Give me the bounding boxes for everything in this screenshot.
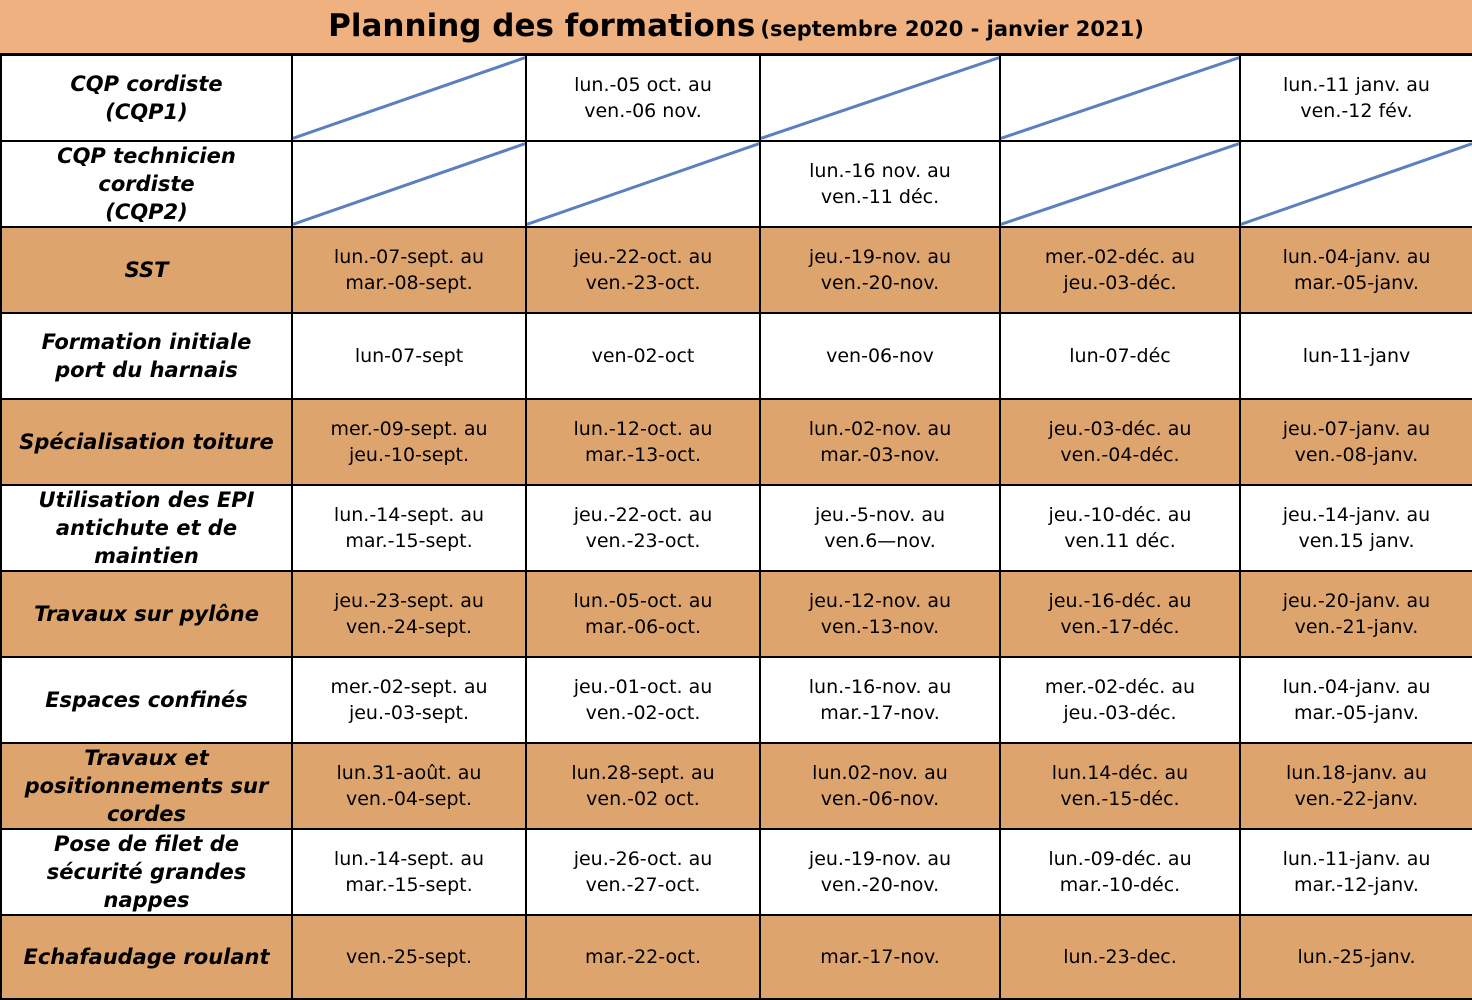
date-cell: jeu.-01-oct. au ven.-02-oct. xyxy=(526,657,760,743)
row-label: Travaux sur pylône xyxy=(1,571,292,657)
date-cell: mar.-17-nov. xyxy=(760,915,1000,999)
date-cell: lun.18-janv. au ven.-22-janv. xyxy=(1240,743,1472,829)
date-cell: lun-11-janv xyxy=(1240,313,1472,399)
empty-cell xyxy=(760,55,1000,141)
diagonal-line xyxy=(293,58,525,139)
date-cell: jeu.-23-sept. au ven.-24-sept. xyxy=(292,571,526,657)
date-cell: lun.02-nov. au ven.-06-nov. xyxy=(760,743,1000,829)
diagonal-line xyxy=(293,144,525,225)
row-label: CQP technicien cordiste (CQP2) xyxy=(1,141,292,227)
empty-cell xyxy=(292,141,526,227)
date-cell: lun.-25-janv. xyxy=(1240,915,1472,999)
date-cell: lun.14-déc. au ven.-15-déc. xyxy=(1000,743,1240,829)
date-cell: mar.-22-oct. xyxy=(526,915,760,999)
date-cell: lun.-09-déc. au mar.-10-déc. xyxy=(1000,829,1240,915)
diagonal-line xyxy=(1001,144,1239,225)
diagonal-strike-icon xyxy=(761,56,999,140)
date-cell: lun.31-août. au ven.-04-sept. xyxy=(292,743,526,829)
planning-table-body xyxy=(1,55,1472,999)
row-label: Travaux et positionnements sur cordes xyxy=(1,743,292,829)
date-cell: jeu.-03-déc. au ven.-04-déc. xyxy=(1000,399,1240,485)
date-cell: lun.-11 janv. au ven.-12 fév. xyxy=(1240,55,1472,141)
row-label: Echafaudage roulant xyxy=(1,915,292,999)
empty-cell xyxy=(292,55,526,141)
date-cell: jeu.-14-janv. au ven.15 janv. xyxy=(1240,485,1472,571)
date-cell: lun.-16 nov. au ven.-11 déc. xyxy=(760,141,1000,227)
row-label: Utilisation des EPI antichute et de maintien xyxy=(1,485,292,571)
empty-cell xyxy=(1000,141,1240,227)
date-cell: jeu.-26-oct. au ven.-27-oct. xyxy=(526,829,760,915)
date-cell: jeu.-16-déc. au ven.-17-déc. xyxy=(1000,571,1240,657)
table-row xyxy=(1,227,1472,313)
diagonal-strike-icon xyxy=(293,56,525,140)
table-row xyxy=(1,657,1472,743)
row-label: Formation initiale port du harnais xyxy=(1,313,292,399)
table-row xyxy=(1,485,1472,571)
date-cell: mer.-09-sept. au jeu.-10-sept. xyxy=(292,399,526,485)
date-cell: lun.-04-janv. au mar.-05-janv. xyxy=(1240,227,1472,313)
date-cell: lun.-11-janv. au mar.-12-janv. xyxy=(1240,829,1472,915)
table-row xyxy=(1,55,1472,141)
table-row xyxy=(1,915,1472,999)
date-cell: mer.-02-déc. au jeu.-03-déc. xyxy=(1000,657,1240,743)
empty-cell xyxy=(1240,141,1472,227)
date-cell: lun.-12-oct. au mar.-13-oct. xyxy=(526,399,760,485)
table-row xyxy=(1,571,1472,657)
diagonal-strike-icon xyxy=(527,142,759,226)
row-label: SST xyxy=(1,227,292,313)
row-label: Spécialisation toiture xyxy=(1,399,292,485)
planning-table xyxy=(0,54,1472,1000)
row-label: Pose de filet de sécurité grandes nappes xyxy=(1,829,292,915)
table-row xyxy=(1,743,1472,829)
empty-cell xyxy=(526,141,760,227)
date-cell: lun.-23-dec. xyxy=(1000,915,1240,999)
date-cell: ven-02-oct xyxy=(526,313,760,399)
date-cell: jeu.-5-nov. au ven.6—nov. xyxy=(760,485,1000,571)
date-cell: lun.-05 oct. au ven.-06 nov. xyxy=(526,55,760,141)
date-cell: lun-07-sept xyxy=(292,313,526,399)
table-row xyxy=(1,399,1472,485)
date-cell: mer.-02-déc. au jeu.-03-déc. xyxy=(1000,227,1240,313)
diagonal-line xyxy=(527,144,759,225)
date-cell: jeu.-22-oct. au ven.-23-oct. xyxy=(526,485,760,571)
date-cell: lun.-14-sept. au mar.-15-sept. xyxy=(292,485,526,571)
date-cell: lun.-05-oct. au mar.-06-oct. xyxy=(526,571,760,657)
date-cell: lun.-02-nov. au mar.-03-nov. xyxy=(760,399,1000,485)
date-cell: jeu.-19-nov. au ven.-20-nov. xyxy=(760,227,1000,313)
diagonal-strike-icon xyxy=(1241,142,1472,226)
date-cell: lun.-16-nov. au mar.-17-nov. xyxy=(760,657,1000,743)
date-cell: lun.-04-janv. au mar.-05-janv. xyxy=(1240,657,1472,743)
table-row xyxy=(1,313,1472,399)
row-label: CQP cordiste (CQP1) xyxy=(1,55,292,141)
page-title: Planning des formations xyxy=(328,8,756,44)
row-label: Espaces confinés xyxy=(1,657,292,743)
diagonal-line xyxy=(1001,58,1239,139)
empty-cell xyxy=(1000,55,1240,141)
diagonal-line xyxy=(761,58,999,139)
date-cell: mer.-02-sept. au jeu.-03-sept. xyxy=(292,657,526,743)
diagonal-line xyxy=(1241,144,1472,225)
date-cell: lun.-14-sept. au mar.-15-sept. xyxy=(292,829,526,915)
date-cell: jeu.-22-oct. au ven.-23-oct. xyxy=(526,227,760,313)
date-cell: lun-07-déc xyxy=(1000,313,1240,399)
date-cell: jeu.-07-janv. au ven.-08-janv. xyxy=(1240,399,1472,485)
diagonal-strike-icon xyxy=(1001,56,1239,140)
date-cell: jeu.-10-déc. au ven.11 déc. xyxy=(1000,485,1240,571)
diagonal-strike-icon xyxy=(1001,142,1239,226)
date-cell: jeu.-12-nov. au ven.-13-nov. xyxy=(760,571,1000,657)
title-bar xyxy=(0,0,1472,55)
date-cell: ven.-25-sept. xyxy=(292,915,526,999)
page-subtitle: (septembre 2020 - janvier 2021) xyxy=(760,17,1144,41)
table-row xyxy=(1,829,1472,915)
date-cell: lun.-07-sept. au mar.-08-sept. xyxy=(292,227,526,313)
date-cell: ven-06-nov xyxy=(760,313,1000,399)
diagonal-strike-icon xyxy=(293,142,525,226)
date-cell: jeu.-20-janv. au ven.-21-janv. xyxy=(1240,571,1472,657)
table-row xyxy=(1,141,1472,227)
date-cell: lun.28-sept. au ven.-02 oct. xyxy=(526,743,760,829)
date-cell: jeu.-19-nov. au ven.-20-nov. xyxy=(760,829,1000,915)
